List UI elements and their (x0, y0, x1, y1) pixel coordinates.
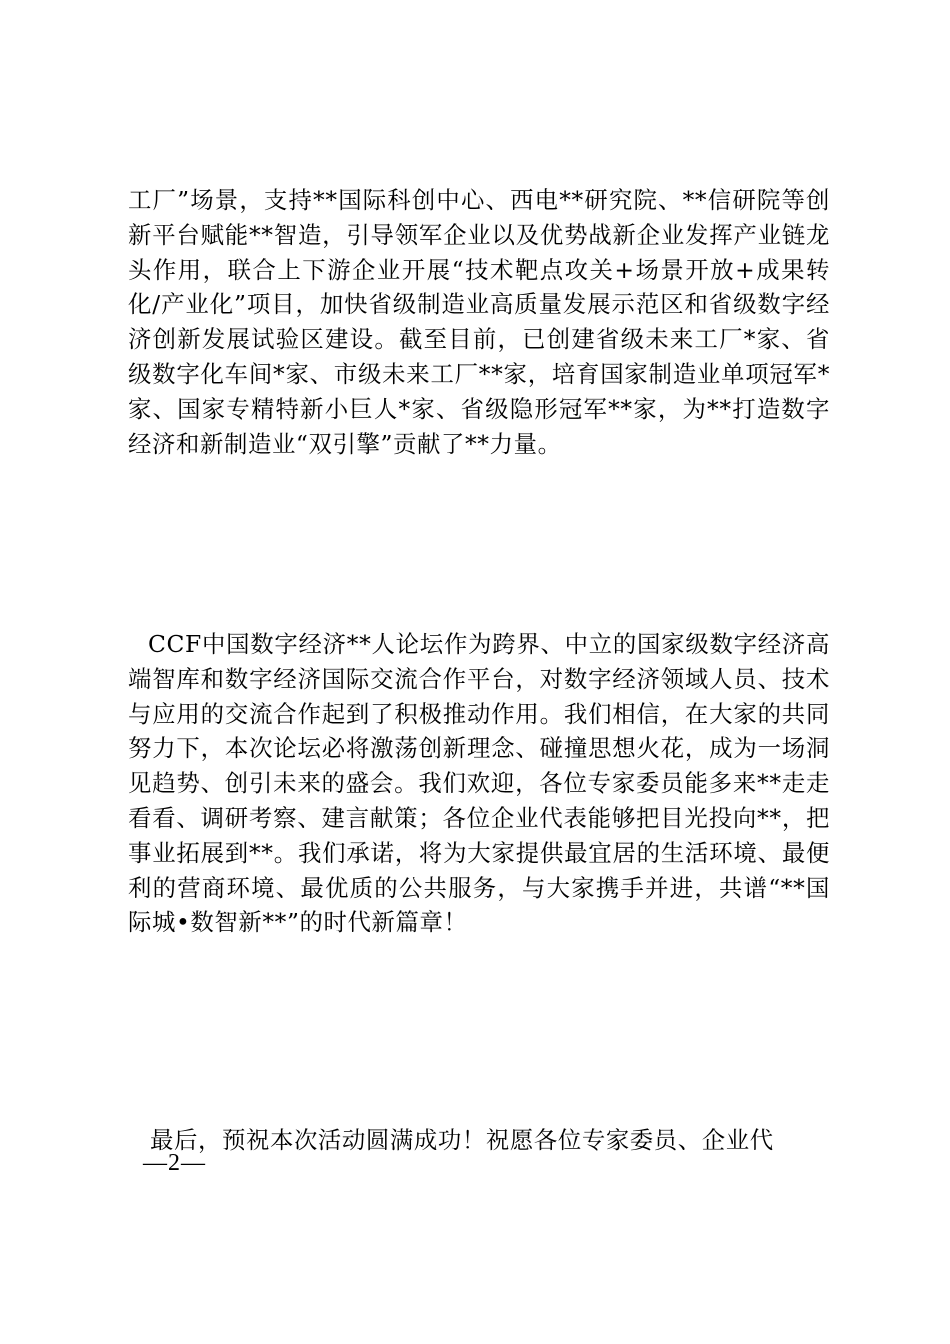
paragraph-forum-welcome: CCF中国数字经济**人论坛作为跨界、中立的国家级数字经济高端智库和数字经济国际交流合作平台，对数字经济领域人员、技术与应用的交流合作起到了积极推动作用。我们相信，在大家的共同努力下，本次论坛必将激荡创新理念、碰撞思想火花，成为一场洞见趋势、创引未来的盛会。我们欢迎，各位专家委员能多来**走走看看、调研考察、建言献策；各位企业代表能够把目光投向**，把事业拓展到**。我们承诺，将为大家提供最宜居的生活环境、最便利的营商环境、最优质的公共服务，与大家携手并进，共谱“**国际城•数智新**”的时代新篇章！ (128, 630, 830, 937)
paragraph-closing-wishes: 最后，预祝本次活动圆满成功！祝愿各位专家委员、企业代 (150, 1126, 774, 1154)
paragraph-achievements: 工厂”场景，支持**国际科创中心、西电**研究院、**信研院等创新平台赋能**智造，引导领军企业以及优势战新企业发挥产业链龙头作用，联合上下游企业开展“技术靶点攻关+场景开放+成果转化/产业化”项目，加快省级制造业高质量发展示范区和省级数字经济创新发展试验区建设。截至目前，已创建省级未来工厂*家、省级数字化车间*家、市级未来工厂**家，培育国家制造业单项冠军*家、国家专精特新小巨人*家、省级隐形冠军**家，为**打造数字经济和新制造业“双引擎”贡献了**力量。 (128, 186, 830, 458)
page-number: —2— (143, 1150, 206, 1176)
